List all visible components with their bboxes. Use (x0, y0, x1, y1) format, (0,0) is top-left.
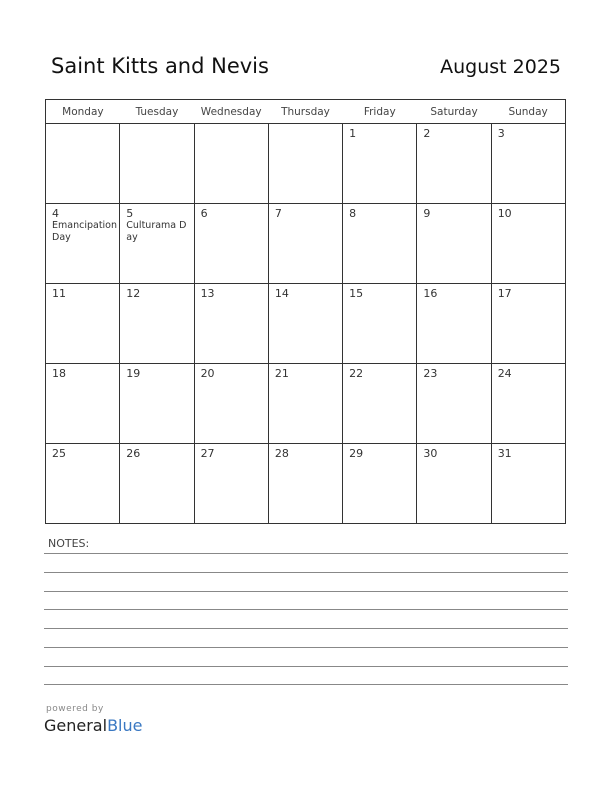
day-cell (268, 124, 342, 204)
day-number: 2 (423, 127, 431, 140)
day-number: 18 (52, 367, 66, 380)
day-number: 1 (349, 127, 357, 140)
day-cell (343, 204, 417, 284)
day-number: 30 (423, 447, 438, 460)
day-number: 16 (423, 287, 438, 300)
day-number: 28 (274, 447, 289, 460)
month-title: August 2025 (440, 56, 561, 78)
day-cell (491, 204, 565, 284)
day-cell (268, 444, 342, 524)
day-cell (194, 124, 268, 204)
country-title: Saint Kitts and Nevis (51, 54, 269, 78)
holiday-label: Emancipation Day (52, 220, 118, 243)
day-cell (120, 364, 194, 444)
day-number: 19 (126, 367, 141, 380)
weekday-saturday: Saturday (417, 100, 491, 124)
week-row (46, 124, 566, 204)
notes-line[interactable] (44, 609, 568, 610)
day-number: 4 (52, 207, 59, 220)
day-cell (46, 204, 120, 284)
weekday-thursday: Thursday (268, 100, 342, 124)
notes-line[interactable] (44, 684, 568, 685)
day-cell (491, 284, 565, 364)
holiday-label: Culturama Day (126, 220, 187, 243)
day-cell (46, 124, 120, 204)
day-number: 21 (274, 367, 289, 380)
day-number: 27 (200, 447, 215, 460)
day-cell (120, 284, 194, 364)
day-cell (120, 444, 194, 524)
day-number: 17 (497, 287, 512, 300)
week-row (46, 444, 566, 524)
notes-line[interactable] (44, 666, 568, 667)
day-number: 23 (423, 367, 438, 380)
weekday-wednesday: Wednesday (194, 100, 268, 124)
weekday-monday: Monday (46, 100, 120, 124)
day-cell (343, 124, 417, 204)
day-cell (194, 364, 268, 444)
week-row (46, 364, 566, 444)
day-number: 7 (274, 207, 282, 220)
day-cell (417, 444, 491, 524)
week-row (46, 204, 566, 284)
day-cell (417, 284, 491, 364)
day-cell (268, 284, 342, 364)
calendar-grid (45, 99, 566, 524)
day-cell (46, 284, 120, 364)
day-cell (343, 444, 417, 524)
weekday-header-row (46, 100, 566, 124)
day-cell (268, 364, 342, 444)
day-number: 6 (200, 207, 208, 220)
day-cell (194, 444, 268, 524)
day-cell (46, 444, 120, 524)
day-cell (194, 204, 268, 284)
day-number: 5 (126, 207, 134, 220)
day-cell (268, 204, 342, 284)
weekday-friday: Friday (343, 100, 417, 124)
day-number: 26 (126, 447, 141, 460)
notes-line[interactable] (44, 628, 568, 629)
day-number: 22 (349, 367, 364, 380)
day-number: 31 (497, 447, 512, 460)
notes-line[interactable] (44, 591, 568, 592)
day-cell (491, 364, 565, 444)
day-cell (491, 444, 565, 524)
day-cell (46, 364, 120, 444)
day-number: 25 (52, 447, 66, 460)
brand-logo (44, 716, 142, 735)
day-number: 24 (497, 367, 512, 380)
day-cell (194, 284, 268, 364)
weekday-sunday: Sunday (491, 100, 565, 124)
week-row (46, 284, 566, 364)
weekday-tuesday: Tuesday (120, 100, 194, 124)
day-number: 8 (349, 207, 357, 220)
day-number: 15 (349, 287, 364, 300)
day-number: 9 (423, 207, 431, 220)
day-cell (417, 124, 491, 204)
day-cell (343, 284, 417, 364)
day-number: 20 (200, 367, 215, 380)
day-number: 11 (52, 287, 66, 300)
brand-general: General (44, 716, 108, 735)
day-cell (343, 364, 417, 444)
day-cell (120, 124, 194, 204)
notes-line[interactable] (44, 572, 568, 573)
notes-line[interactable] (44, 647, 568, 648)
day-cell (491, 124, 565, 204)
notes-label: NOTES: (48, 537, 90, 550)
day-cell (120, 204, 194, 284)
day-number: 12 (126, 287, 141, 300)
day-number: 10 (497, 207, 512, 220)
day-number: 13 (200, 287, 215, 300)
day-number: 3 (497, 127, 505, 140)
notes-line[interactable] (44, 553, 568, 554)
powered-by-text: powered by (46, 704, 104, 714)
day-number: 14 (274, 287, 289, 300)
day-number: 29 (349, 447, 364, 460)
day-cell (417, 364, 491, 444)
day-cell (417, 204, 491, 284)
brand-blue: Blue (107, 716, 143, 735)
